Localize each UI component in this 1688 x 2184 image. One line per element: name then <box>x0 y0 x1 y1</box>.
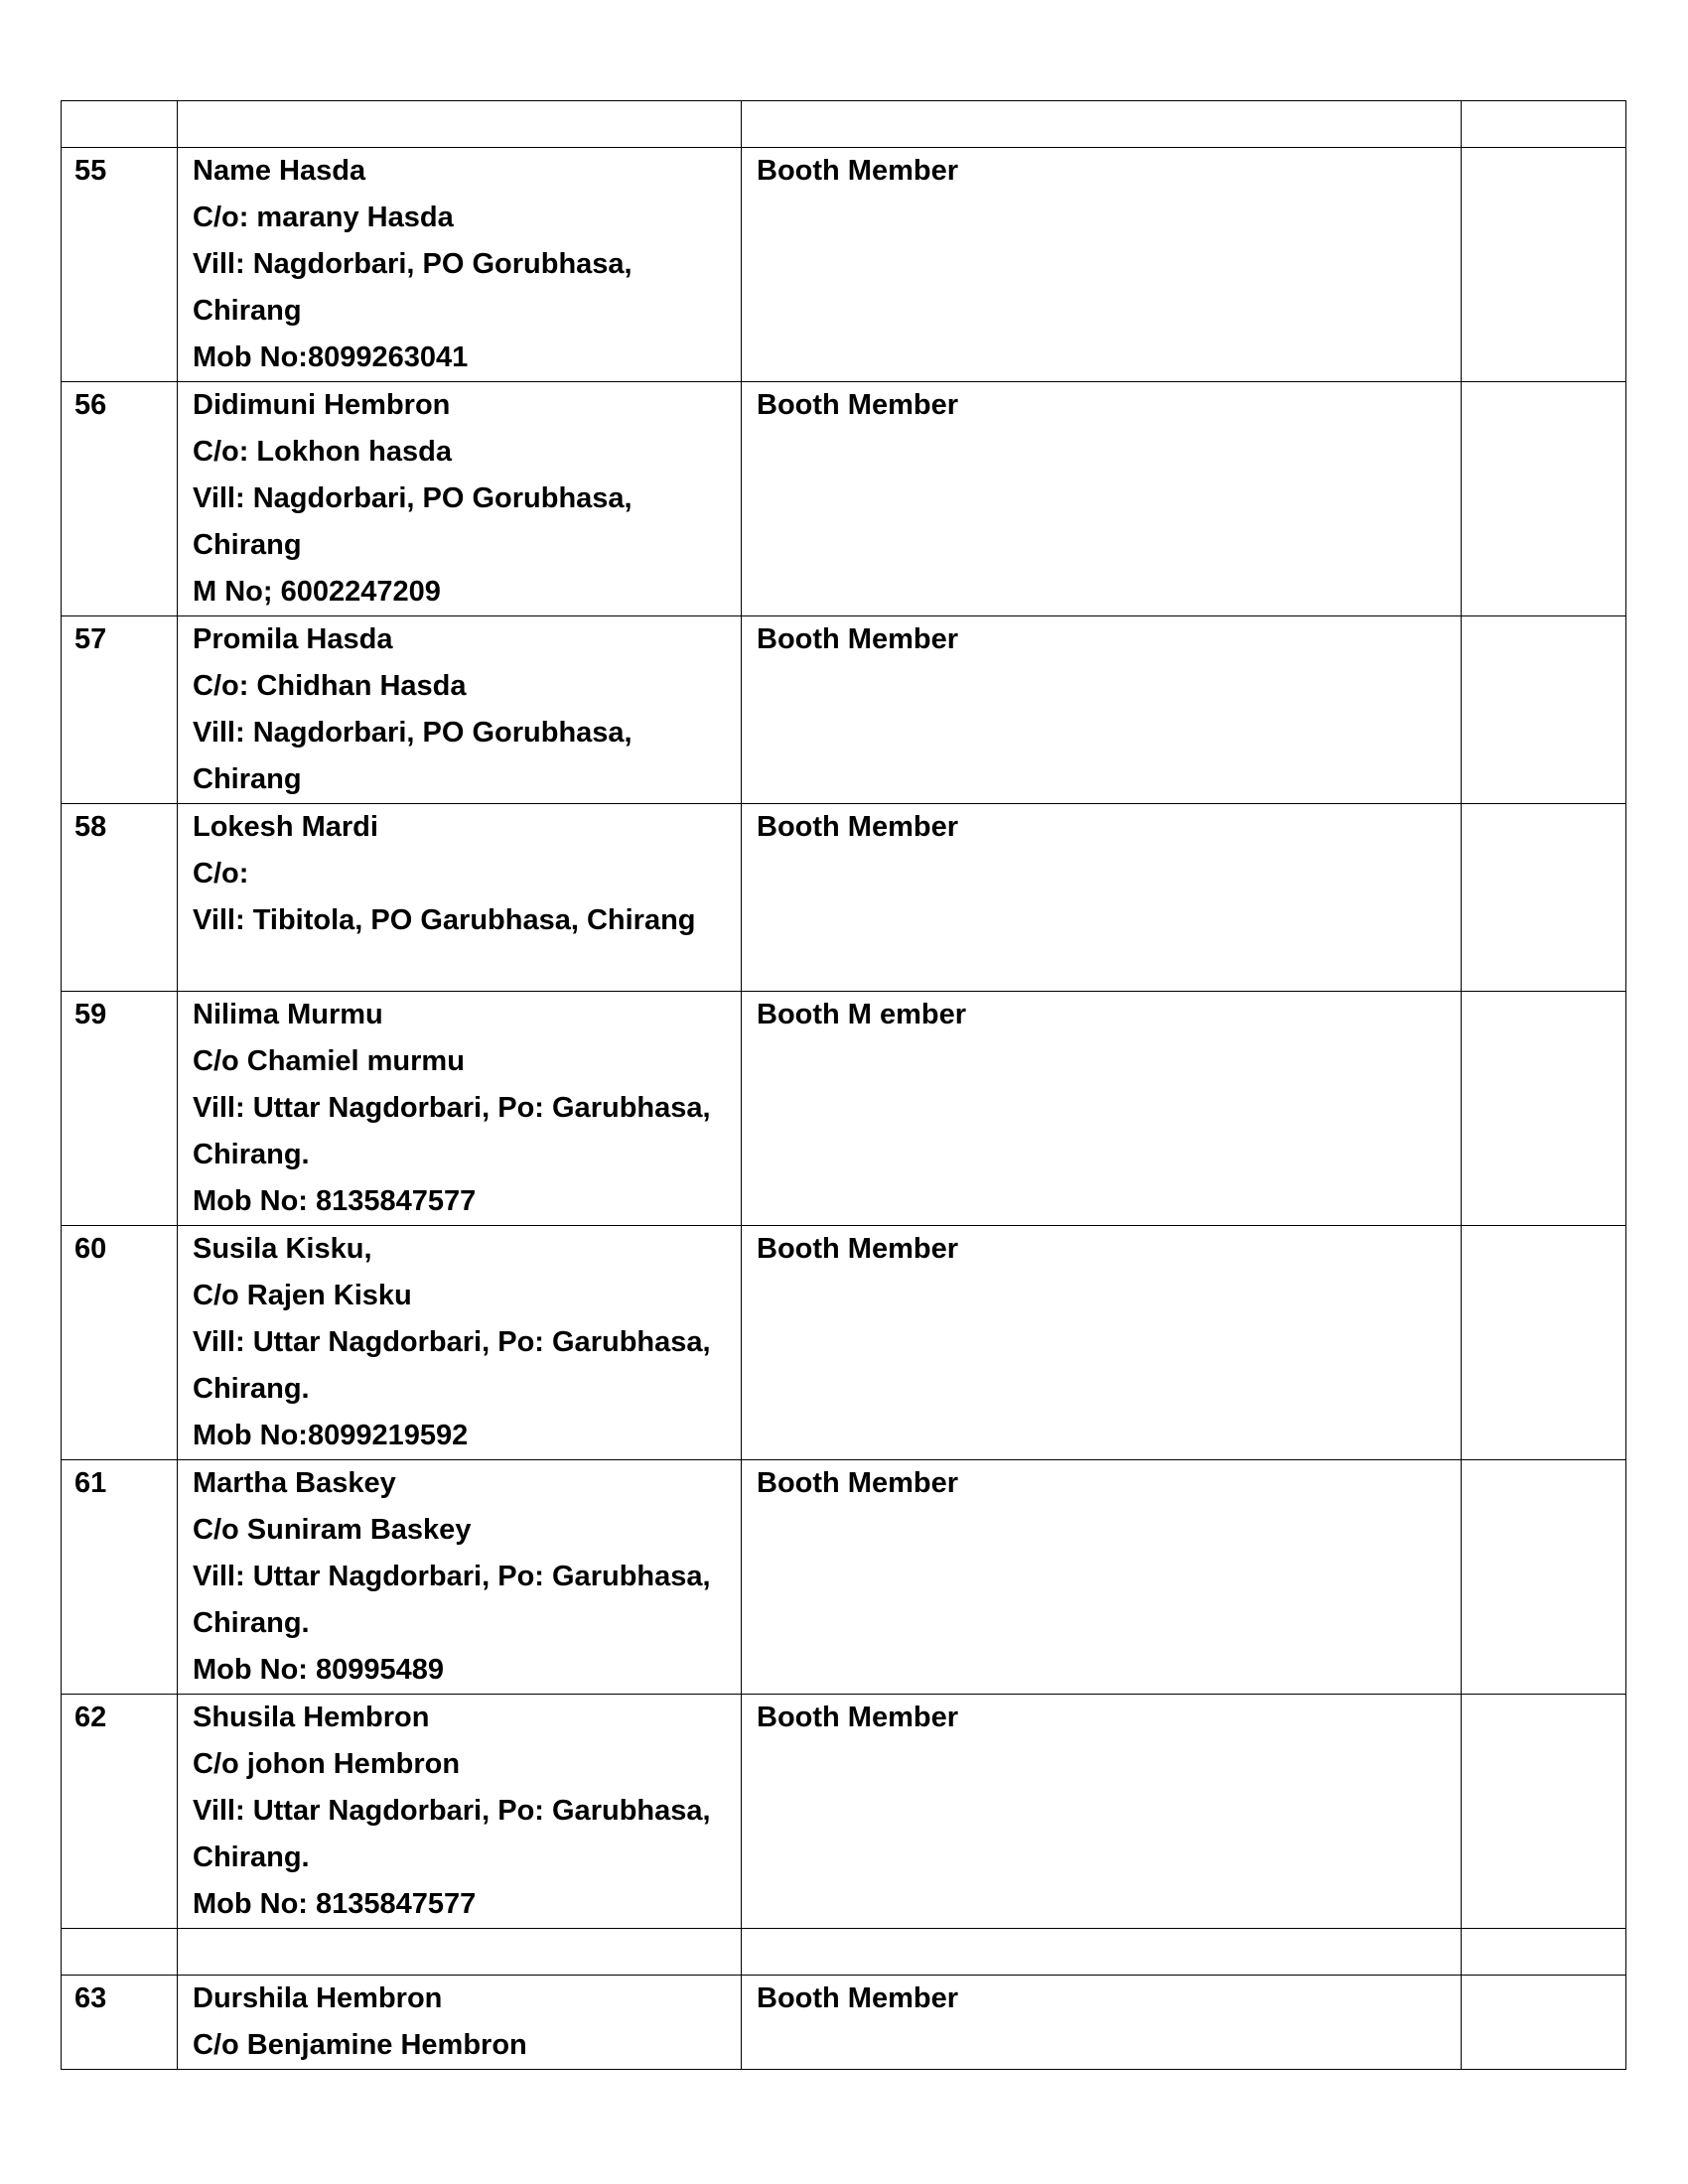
role-cell: Booth Member <box>742 1460 1462 1695</box>
member-details-cell <box>178 101 742 148</box>
member-details-cell <box>178 992 742 1226</box>
member-name: Durshila Hembron <box>193 1982 443 2014</box>
village-line: Vill: Uttar Nagdorbari, Po: Garubhasa, <box>193 1326 711 1358</box>
table-row <box>62 804 1626 992</box>
role-cell <box>742 101 1462 148</box>
mobile-line: M No; 6002247209 <box>193 576 441 608</box>
member-name: Didimuni Hembron <box>193 389 451 421</box>
remarks-cell <box>1462 992 1626 1226</box>
village-line: Vill: Uttar Nagdorbari, Po: Garubhasa, <box>193 1561 711 1592</box>
mobile-line: Mob No:8099219592 <box>193 1420 469 1451</box>
remarks-cell <box>1462 1695 1626 1929</box>
mobile-line: Mob No: 80995489 <box>193 1654 445 1686</box>
role-cell: Booth Member <box>742 1695 1462 1929</box>
table-row <box>62 101 1626 148</box>
serial-number-cell: 63 <box>62 1976 178 2070</box>
district-line: Chirang <box>193 529 302 561</box>
serial-number-cell <box>62 1929 178 1976</box>
care-of-line: C/o: marany Hasda <box>193 202 454 233</box>
role-cell: Booth Member <box>742 804 1462 992</box>
district-line: Chirang. <box>193 1842 310 1873</box>
role-cell: Booth Member <box>742 382 1462 616</box>
member-name: Shusila Hembron <box>193 1702 430 1733</box>
table-row <box>62 1976 1626 2070</box>
table-row <box>62 992 1626 1226</box>
table-row <box>62 148 1626 382</box>
remarks-cell <box>1462 804 1626 992</box>
village-line: Vill: Nagdorbari, PO Gorubhasa, <box>193 248 633 280</box>
role-cell: Booth Member <box>742 1226 1462 1460</box>
district-line: Chirang. <box>193 1607 310 1639</box>
district-line: Chirang. <box>193 1373 310 1405</box>
care-of-line: C/o Rajen Kisku <box>193 1280 412 1311</box>
member-details-cell <box>178 148 742 382</box>
village-line: Vill: Tibitola, PO Garubhasa, Chirang <box>193 904 696 936</box>
table-row <box>62 1226 1626 1460</box>
care-of-line: C/o Suniram Baskey <box>193 1514 472 1546</box>
remarks-cell <box>1462 148 1626 382</box>
village-line: Vill: Nagdorbari, PO Gorubhasa, <box>193 717 633 749</box>
village-line: Vill: Uttar Nagdorbari, Po: Garubhasa, <box>193 1795 711 1827</box>
remarks-cell <box>1462 1929 1626 1976</box>
table-row <box>62 382 1626 616</box>
mobile-line: Mob No: 8135847577 <box>193 1185 477 1217</box>
table-row <box>62 1929 1626 1976</box>
serial-number-cell <box>62 101 178 148</box>
member-table <box>61 100 1626 2070</box>
district-line: Chirang <box>193 763 302 795</box>
member-name: Lokesh Mardi <box>193 811 378 843</box>
role-cell: Booth Member <box>742 148 1462 382</box>
district-line: Chirang <box>193 295 302 327</box>
village-line: Vill: Nagdorbari, PO Gorubhasa, <box>193 482 633 514</box>
table-row <box>62 1695 1626 1929</box>
care-of-line: C/o: Chidhan Hasda <box>193 670 467 702</box>
member-details-cell <box>178 1460 742 1695</box>
member-name: Promila Hasda <box>193 623 393 655</box>
serial-number-cell: 61 <box>62 1460 178 1695</box>
care-of-line: C/o Benjamine Hembron <box>193 2029 527 2061</box>
role-cell: Booth Member <box>742 616 1462 804</box>
mobile-line: Mob No: 8135847577 <box>193 1888 477 1920</box>
care-of-line: C/o: Lokhon hasda <box>193 436 452 468</box>
remarks-cell <box>1462 1460 1626 1695</box>
role-cell: Booth Member <box>742 1976 1462 2070</box>
member-name: Martha Baskey <box>193 1467 396 1499</box>
member-details-cell <box>178 1226 742 1460</box>
member-details-cell <box>178 1976 742 2070</box>
member-details-cell <box>178 804 742 992</box>
care-of-line: C/o johon Hembron <box>193 1748 461 1780</box>
member-details-cell <box>178 1695 742 1929</box>
care-of-line: C/o: <box>193 858 249 889</box>
mobile-line: Mob No:8099263041 <box>193 341 469 373</box>
serial-number-cell: 58 <box>62 804 178 992</box>
serial-number-cell: 55 <box>62 148 178 382</box>
serial-number-cell: 60 <box>62 1226 178 1460</box>
member-details-cell <box>178 382 742 616</box>
member-details-cell <box>178 616 742 804</box>
remarks-cell <box>1462 616 1626 804</box>
member-name: Name Hasda <box>193 155 366 187</box>
remarks-cell <box>1462 1226 1626 1460</box>
member-name: Susila Kisku, <box>193 1233 372 1265</box>
serial-number-cell: 57 <box>62 616 178 804</box>
serial-number-cell: 62 <box>62 1695 178 1929</box>
remarks-cell <box>1462 101 1626 148</box>
table-row <box>62 1460 1626 1695</box>
member-name: Nilima Murmu <box>193 999 383 1030</box>
serial-number-cell: 59 <box>62 992 178 1226</box>
role-cell: Booth M ember <box>742 992 1462 1226</box>
remarks-cell <box>1462 382 1626 616</box>
role-cell <box>742 1929 1462 1976</box>
serial-number-cell: 56 <box>62 382 178 616</box>
district-line: Chirang. <box>193 1139 310 1170</box>
care-of-line: C/o Chamiel murmu <box>193 1045 465 1077</box>
member-details-cell <box>178 1929 742 1976</box>
remarks-cell <box>1462 1976 1626 2070</box>
village-line: Vill: Uttar Nagdorbari, Po: Garubhasa, <box>193 1092 711 1124</box>
table-row <box>62 616 1626 804</box>
